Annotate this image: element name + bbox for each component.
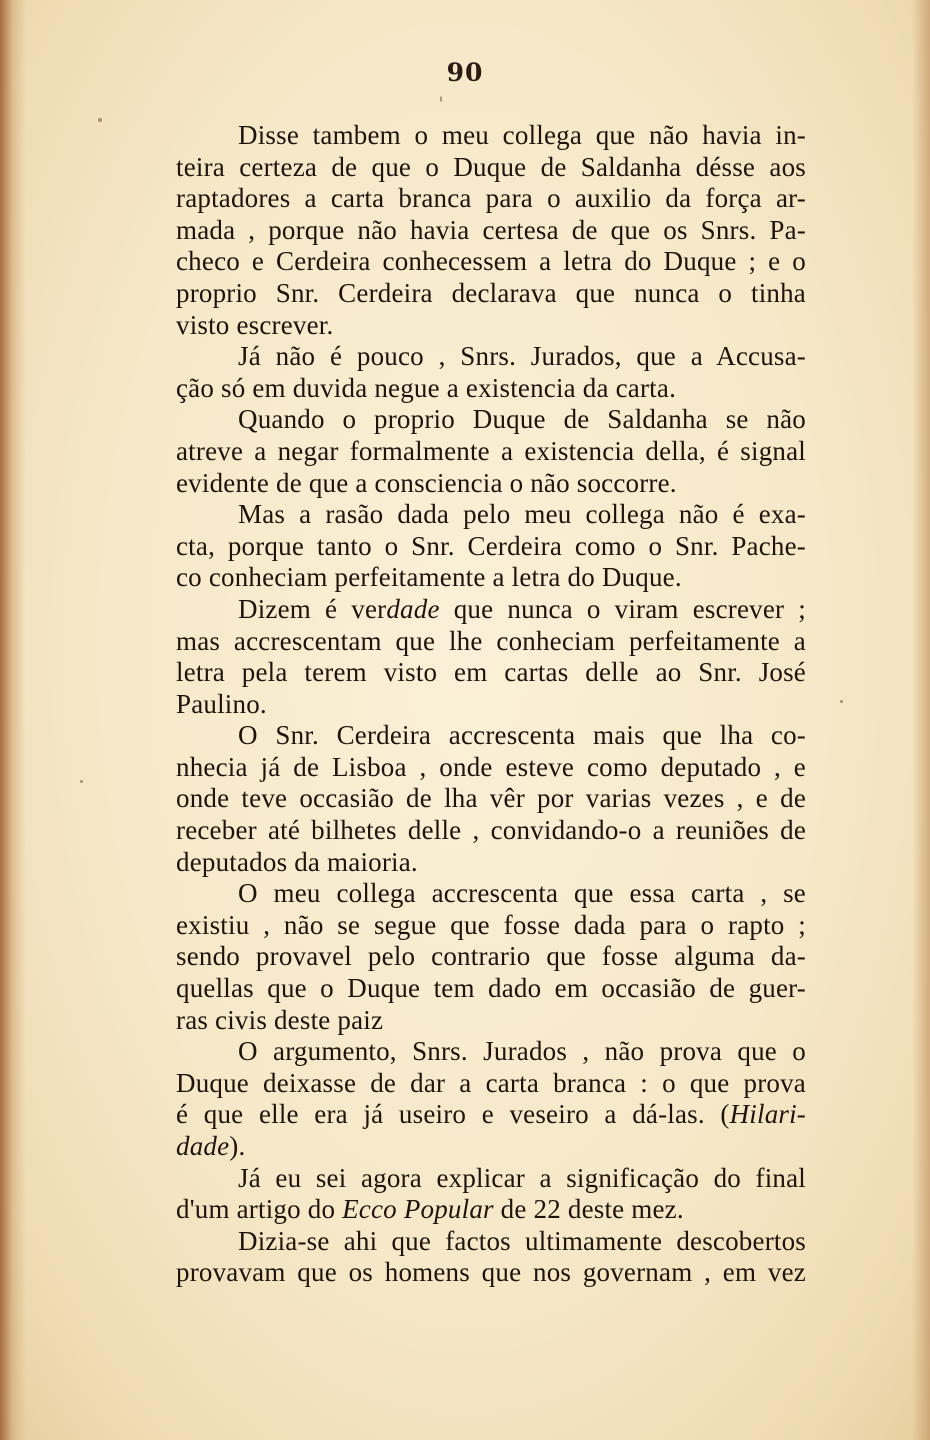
text-line: Já não é pouco , Snrs. Jurados, que a Accusa- <box>238 341 806 372</box>
text-line: cta, porque tanto o Snr. Cerdeira como o Snr. Pache- <box>176 530 806 561</box>
text-line: evidente de que a consciencia o não soccorre. <box>176 467 677 498</box>
page-number: 90 <box>446 58 484 87</box>
paper-speck <box>440 96 442 102</box>
paper-speck <box>80 780 83 783</box>
text-line: mada , porque não havia certesa de que os Snrs. Pa- <box>176 214 806 245</box>
text-line: provavam que os homens que nos governam , em vez <box>176 1257 806 1288</box>
text-line: ras civis deste paiz <box>176 1004 384 1035</box>
paper-speck <box>840 700 843 703</box>
body-text <box>176 120 806 1289</box>
text-line: receber até bilhetes delle , convidando-o a reuniões de <box>176 815 806 846</box>
text-line: d'um artigo do Ecco Popular de 22 deste mez. <box>176 1194 684 1225</box>
text-line: sendo provavel pelo contrario que fosse alguma da- <box>176 941 806 972</box>
text-line: teira certeza de que o Duque de Saldanha désse aos <box>176 151 806 182</box>
text-line: Dizia-se ahi que factos ultimamente descobertos <box>238 1225 806 1256</box>
text-line: checo e Cerdeira conhecessem a letra do Duque ; e o <box>176 246 806 277</box>
text-line: O meu collega accrescenta que essa carta , se <box>238 878 806 909</box>
text-line: O Snr. Cerdeira accrescenta mais que lha co- <box>238 720 806 751</box>
text-line: ção só em duvida negue a existencia da carta. <box>176 372 677 403</box>
text-line: letra pela terem visto em cartas delle ao Snr. José <box>176 657 806 688</box>
text-line: co conheciam perfeitamente a letra do Duque. <box>176 562 682 593</box>
text-line: raptadores a carta branca para o auxilio da força ar- <box>176 183 806 214</box>
text-line: proprio Snr. Cerdeira declarava que nunca o tinha <box>176 277 806 308</box>
text-line: Dizem é verdade que nunca o viram escrever ; <box>238 593 806 624</box>
text-line: mas accrescentam que lhe conheciam perfeitamente a <box>176 625 806 656</box>
text-line: atreve a negar formalmente a existencia della, é signal <box>176 435 806 466</box>
text-line: visto escrever. <box>176 309 334 340</box>
text-line: Já eu sei agora explicar a significação do final <box>238 1162 806 1193</box>
text-line: O argumento, Snrs. Jurados , não prova que o <box>238 1036 806 1067</box>
text-line: é que elle era já useiro e veseiro a dá-las. (Hilari- <box>176 1099 806 1130</box>
text-line: Quando o proprio Duque de Saldanha se não <box>238 404 806 435</box>
text-line: onde teve occasião de lha vêr por varias vezes , e de <box>176 783 806 814</box>
text-line: Mas a rasão dada pelo meu collega não é exa- <box>238 499 806 530</box>
text-line: Paulino. <box>176 688 267 719</box>
text-line: existiu , não se segue que fosse dada para o rapto ; <box>176 909 806 940</box>
text-line: quellas que o Duque tem dado em occasião de guer- <box>176 973 806 1004</box>
paper-speck <box>98 118 102 122</box>
text-line: dade). <box>176 1131 246 1161</box>
text-line: Disse tambem o meu collega que não havia in- <box>238 120 806 150</box>
text-line: nhecia já de Lisboa , onde esteve como deputado , e <box>176 751 806 782</box>
text-line: deputados da maioria. <box>176 846 418 877</box>
text-line: Duque deixasse de dar a carta branca : o que prova <box>176 1067 806 1098</box>
